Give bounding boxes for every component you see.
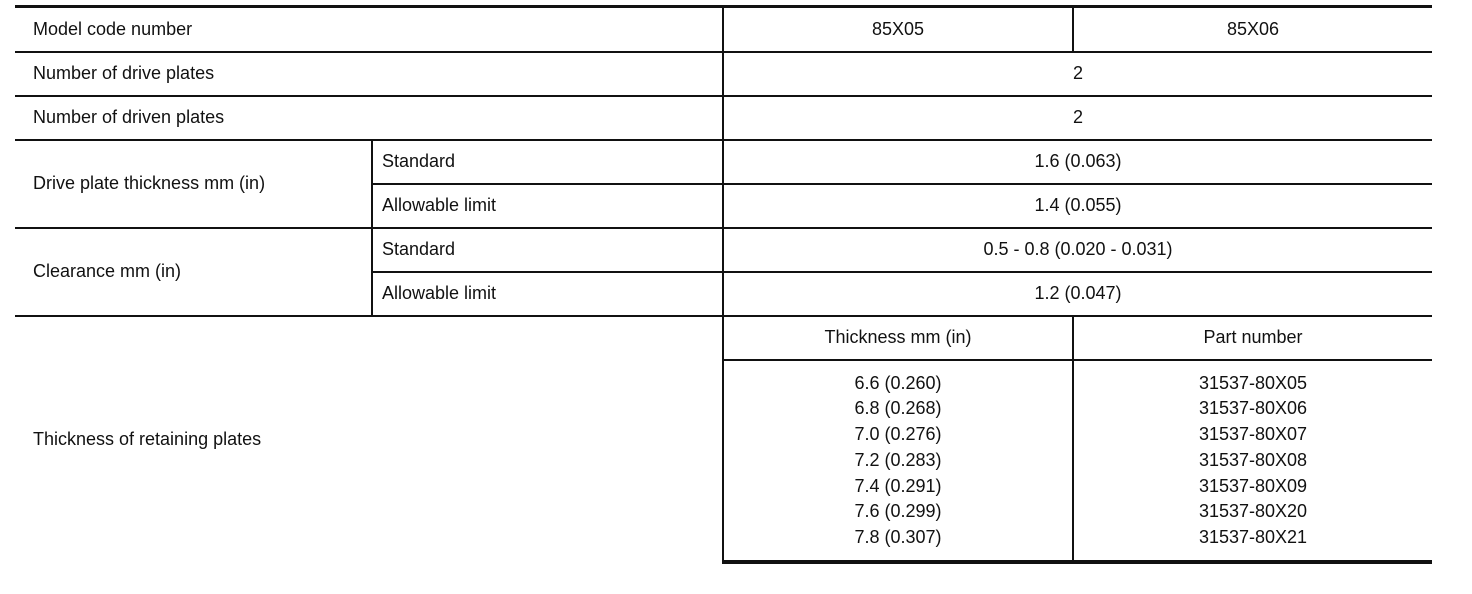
- model-85x05-header: 85X05: [723, 7, 1073, 52]
- clutch-spec-table: [15, 5, 1432, 564]
- clearance-limit-label: Allowable limit: [372, 272, 723, 316]
- thickness-value: 6.6 (0.260): [854, 372, 942, 393]
- part-number-value: 31537-80X21: [1198, 527, 1308, 548]
- drive-plate-limit-value: 1.4 (0.055): [723, 184, 1432, 228]
- drive-plates-value: 2: [723, 52, 1432, 96]
- clearance-standard-value: 0.5 - 0.8 (0.020 - 0.031): [723, 228, 1432, 272]
- thickness-list: [723, 360, 1073, 562]
- thickness-value: 7.2 (0.283): [854, 449, 942, 470]
- thickness-value: 7.0 (0.276): [854, 424, 942, 445]
- thickness-value: 7.4 (0.291): [854, 475, 942, 496]
- retaining-plates-label: Thickness of retaining plates: [15, 316, 723, 562]
- part-number-value: 31537-80X09: [1198, 475, 1308, 496]
- part-number-column-header: Part number: [1073, 316, 1432, 360]
- drive-plate-standard-label: Standard: [372, 140, 723, 184]
- clearance-label: Clearance mm (in): [15, 228, 372, 316]
- drive-plates-label: Number of drive plates: [15, 52, 723, 96]
- thickness-value: 7.6 (0.299): [854, 501, 942, 522]
- model-code-label: Model code number: [15, 7, 723, 52]
- table-row: [15, 316, 1432, 360]
- part-number-value: 31537-80X20: [1198, 501, 1308, 522]
- driven-plates-label: Number of driven plates: [15, 96, 723, 140]
- thickness-value: 6.8 (0.268): [854, 398, 942, 419]
- model-85x06-header: 85X06: [1073, 7, 1432, 52]
- table-row: [15, 228, 1432, 272]
- part-number-list: [1073, 360, 1432, 562]
- clearance-limit-value: 1.2 (0.047): [723, 272, 1432, 316]
- thickness-column-header: Thickness mm (in): [723, 316, 1073, 360]
- drive-plate-thickness-label: Drive plate thickness mm (in): [15, 140, 372, 228]
- part-number-value: 31537-80X08: [1198, 449, 1308, 470]
- table-row: [15, 140, 1432, 184]
- table-row: [15, 52, 1432, 96]
- part-number-value: 31537-80X05: [1198, 372, 1308, 393]
- thickness-value: 7.8 (0.307): [854, 527, 942, 548]
- clearance-standard-label: Standard: [372, 228, 723, 272]
- part-number-value: 31537-80X06: [1198, 398, 1308, 419]
- driven-plates-value: 2: [723, 96, 1432, 140]
- drive-plate-standard-value: 1.6 (0.063): [723, 140, 1432, 184]
- table-row: [15, 96, 1432, 140]
- table-row: [15, 7, 1432, 52]
- part-number-value: 31537-80X07: [1198, 424, 1308, 445]
- drive-plate-limit-label: Allowable limit: [372, 184, 723, 228]
